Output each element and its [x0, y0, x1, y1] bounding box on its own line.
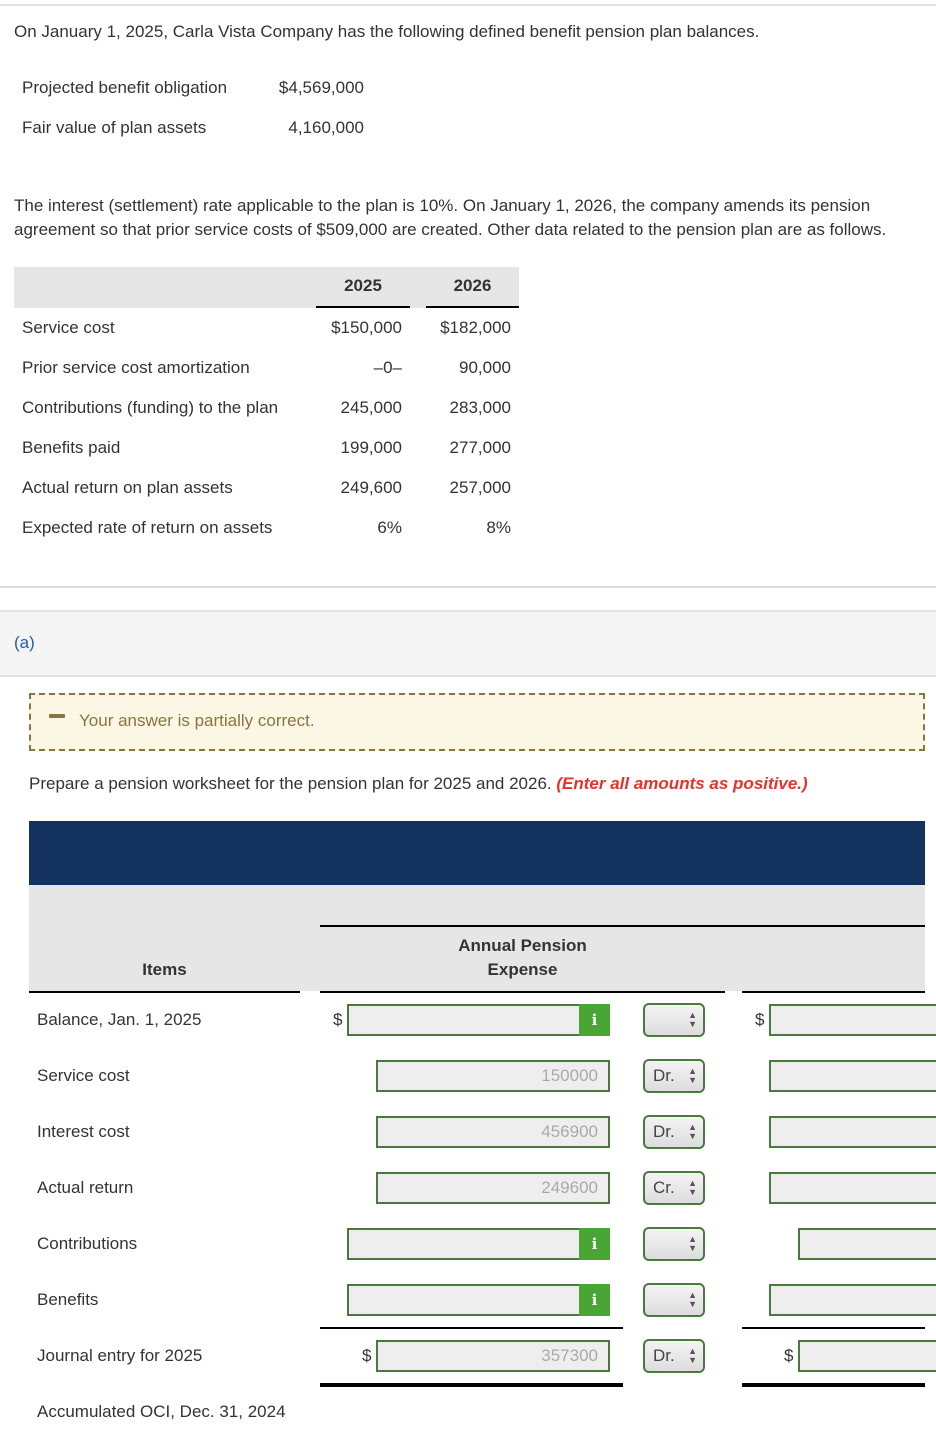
dollar-sign: $	[333, 1010, 343, 1029]
dr-cr-select[interactable]	[643, 1171, 705, 1205]
items-header: Items	[142, 960, 187, 979]
col-2026: 2026	[453, 276, 492, 295]
data-row-label: Expected rate of return on assets	[22, 518, 273, 537]
expense-value: 150000	[541, 1066, 598, 1085]
dr-cr-value: Cr.	[653, 1178, 675, 1197]
instruction-text: Prepare a pension worksheet for the pension plan for 2025 and 2026.	[29, 774, 552, 793]
expense-input[interactable]	[347, 1228, 610, 1260]
expense-input[interactable]	[376, 1060, 610, 1092]
dollar-sign: $	[784, 1346, 794, 1365]
info-icon[interactable]: i	[579, 1284, 610, 1316]
dr-cr-value: Dr.	[653, 1066, 675, 1085]
dollar-sign: $	[362, 1346, 372, 1365]
updown-arrow-icon: ▲ ▼	[688, 1290, 697, 1309]
next-column-input[interactable]	[798, 1340, 936, 1372]
dr-cr-select[interactable]	[643, 1339, 705, 1373]
updown-arrow-icon: ▲ ▼	[688, 1122, 697, 1141]
worksheet-row-label: Interest cost	[37, 1122, 130, 1141]
expense-input[interactable]	[376, 1340, 610, 1372]
header-underline	[742, 991, 925, 993]
partial-icon	[49, 714, 65, 718]
data-row-label: Prior service cost amortization	[22, 358, 250, 377]
data-row-2025: 6%	[377, 518, 402, 537]
header-underline	[29, 991, 300, 993]
worksheet-row-label: Service cost	[37, 1066, 130, 1085]
dr-cr-select[interactable]	[643, 1227, 705, 1261]
header-underline	[320, 991, 725, 993]
total-double-line	[320, 1383, 623, 1387]
worksheet-row-label: Actual return	[37, 1178, 134, 1197]
data-row-2025: $150,000	[331, 318, 402, 337]
instruction-note: (Enter all amounts as positive.)	[556, 774, 808, 793]
next-column-input[interactable]	[769, 1172, 936, 1204]
dr-cr-select[interactable]	[643, 1003, 705, 1037]
part-label: (a)	[14, 633, 35, 652]
expense-value: 249600	[541, 1178, 598, 1197]
worksheet-row-label: Benefits	[37, 1290, 99, 1309]
balance-value: 4,160,000	[288, 118, 364, 137]
data-row-2025: 199,000	[340, 438, 402, 457]
info-icon[interactable]: i	[579, 1228, 610, 1260]
data-row-2026: 8%	[486, 518, 511, 537]
expense-value: 456900	[541, 1122, 598, 1141]
feedback-text: Your answer is partially correct.	[79, 711, 315, 730]
data-row-label: Service cost	[22, 318, 115, 337]
header-topline	[320, 925, 925, 927]
updown-arrow-icon: ▲ ▼	[688, 1010, 697, 1029]
expense-input[interactable]	[347, 1004, 610, 1036]
paragraph-line: agreement so that prior service costs of $509,000 are created. Other data related to the pension plan are as follows.	[14, 220, 887, 239]
info-icon[interactable]: i	[579, 1004, 610, 1036]
balance-label: Fair value of plan assets	[22, 118, 207, 137]
dollar-sign: $	[755, 1010, 765, 1029]
updown-arrow-icon: ▲ ▼	[688, 1066, 697, 1085]
updown-arrow-icon: ▲ ▼	[688, 1234, 697, 1253]
dr-cr-select[interactable]	[643, 1115, 705, 1149]
worksheet-row-label: Journal entry for 2025	[37, 1346, 203, 1365]
balance-value: $4,569,000	[278, 78, 364, 97]
worksheet-title-bar	[29, 821, 925, 885]
data-row-2026: 277,000	[449, 438, 511, 457]
data-row-2026: $182,000	[440, 318, 511, 337]
next-column-input[interactable]	[769, 1284, 936, 1316]
data-row-2026: 283,000	[449, 398, 511, 417]
dr-cr-select[interactable]	[643, 1283, 705, 1317]
worksheet-row-label: Contributions	[37, 1234, 138, 1253]
paragraph-line: The interest (settlement) rate applicable to the plan is 10%. On January 1, 2026, the company amends its pension	[14, 196, 871, 215]
next-column-input[interactable]	[769, 1004, 936, 1036]
part-a-band	[0, 610, 936, 677]
data-row-2026: 90,000	[459, 358, 511, 377]
expense-input[interactable]	[347, 1284, 610, 1316]
ape-header: Expense	[487, 960, 558, 979]
dr-cr-value: Dr.	[653, 1346, 675, 1365]
data-row-2025: –0–	[373, 358, 402, 377]
expense-input[interactable]	[376, 1172, 610, 1204]
header-underline	[316, 306, 410, 308]
data-row-2026: 257,000	[449, 478, 511, 497]
next-column-input[interactable]	[769, 1116, 936, 1148]
balance-label: Projected benefit obligation	[22, 78, 228, 97]
top-divider	[0, 4, 936, 6]
next-column-input[interactable]	[769, 1060, 936, 1092]
worksheet-row-label: Accumulated OCI, Dec. 31, 2024	[37, 1402, 286, 1421]
subtotal-line	[320, 1327, 623, 1329]
divider	[0, 586, 936, 588]
data-row-2025: 249,600	[340, 478, 402, 497]
data-row-2025: 245,000	[340, 398, 402, 417]
instruction	[29, 774, 808, 794]
dr-cr-value: Dr.	[653, 1122, 675, 1141]
updown-arrow-icon: ▲ ▼	[688, 1178, 697, 1197]
data-row-label: Actual return on plan assets	[22, 478, 233, 497]
col-2025: 2025	[344, 276, 382, 295]
ape-header: Annual Pension	[458, 936, 587, 955]
feedback-box	[29, 693, 925, 751]
worksheet-row-label: Balance, Jan. 1, 2025	[37, 1010, 202, 1029]
expense-input[interactable]	[376, 1116, 610, 1148]
dr-cr-select[interactable]	[643, 1059, 705, 1093]
expense-value: 357300	[541, 1346, 598, 1365]
subtotal-line	[742, 1327, 925, 1329]
header-underline	[426, 306, 519, 308]
data-row-label: Contributions (funding) to the plan	[22, 398, 279, 417]
total-double-line	[742, 1383, 925, 1387]
next-column-input[interactable]	[798, 1228, 936, 1260]
data-row-label: Benefits paid	[22, 438, 121, 457]
intro-text: On January 1, 2025, Carla Vista Company has the following defined benefit pension plan balances.	[14, 22, 760, 41]
updown-arrow-icon: ▲ ▼	[688, 1346, 697, 1365]
